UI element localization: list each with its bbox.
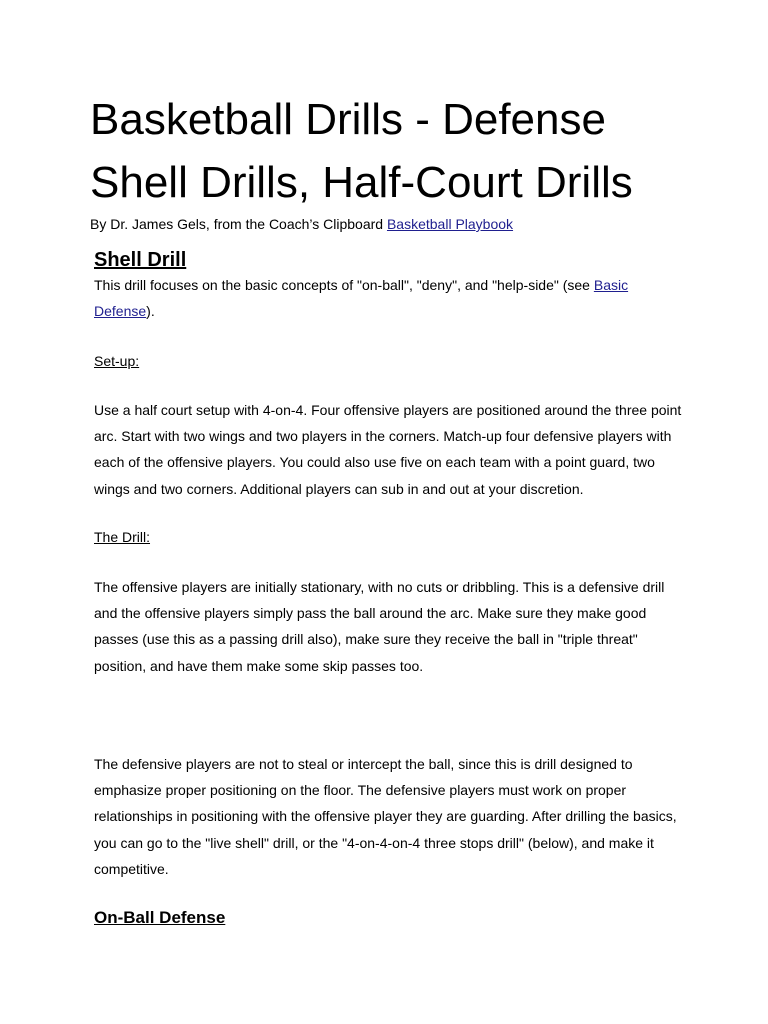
intro-end: ).	[146, 303, 155, 320]
intro-text: This drill focuses on the basic concepts of "on-ball", "deny", and "help-side" (see	[94, 277, 594, 293]
byline	[90, 215, 513, 233]
byline-text: By Dr. James Gels, from the Coach’s Clipboard	[90, 216, 387, 232]
subheading-on-ball-defense: On-Ball Defense	[94, 908, 226, 927]
drill-label: The Drill:	[94, 529, 151, 545]
intro-paragraph	[94, 272, 684, 324]
defense-paragraph: The defensive players are not to steal or intercept the ball, since this is drill designed to emphasize proper positioning on the floor. The defensive players must work on proper relationships in positioning with the offensive player they are guarding. After drilling the basics, you can go to the "live shell" drill, or the "4-on-4-on-4 three stops drill" (below), and make it competitive.	[94, 756, 677, 877]
title-line-2: Shell Drills, Half-Court Drills	[90, 158, 633, 207]
section-heading-shell-drill: Shell Drill	[94, 249, 187, 271]
drill-paragraph: The offensive players are initially stationary, with no cuts or dribbling. This is a defensive drill and the offensive players simply pass the ball around the arc. Make sure they make good passes (use this as a passing drill also), make sure they receive the ball in "triple threat" position, and have them make some skip passes too.	[94, 579, 665, 674]
basic-defense-link[interactable]: Basic Defense	[94, 277, 629, 320]
setup-paragraph: Use a half court setup with 4-on-4. Four offensive players are positioned around the three point arc. Start with two wings and two players in the corners. Match-up four defensive players with each of the offensive players. You could also use five on each team with a point guard, two wings and two corners. Additional players can sub in and out at your discretion.	[94, 402, 682, 497]
setup-label: Set-up:	[94, 353, 140, 369]
title-line-1: Basketball Drills - Defense	[90, 95, 606, 144]
basketball-playbook-link[interactable]: Basketball Playbook	[386, 216, 514, 232]
